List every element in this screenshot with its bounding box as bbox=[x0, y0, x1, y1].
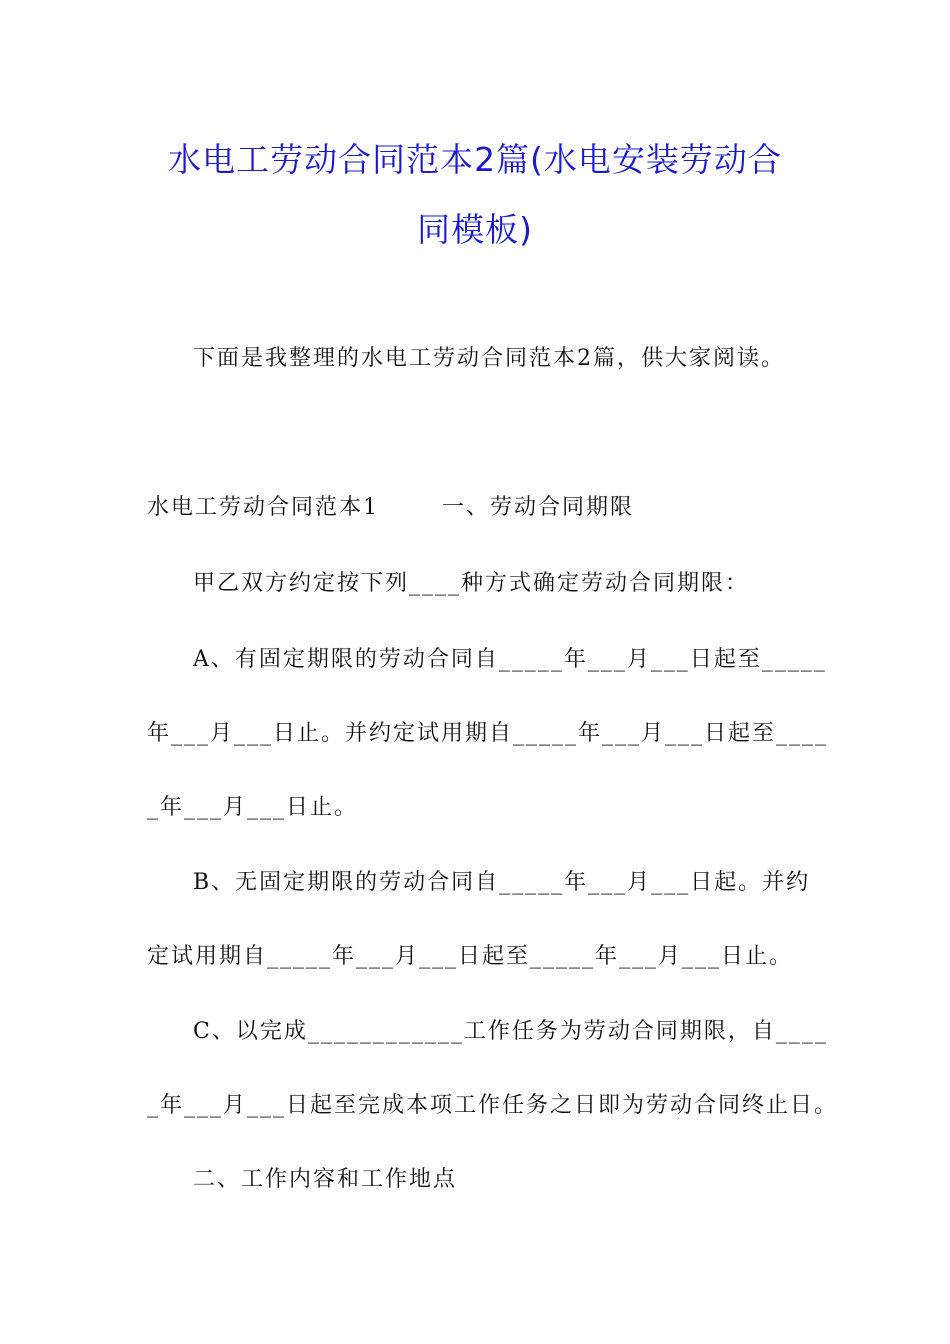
paragraph-option-c-line-1: C、以完成____________工作任务为劳动合同期限，自____ bbox=[193, 1019, 828, 1044]
paragraph-option-a-line-3: _年___月___日止。 bbox=[147, 795, 359, 820]
paragraph-option-a-line-1: A、有固定期限的劳动合同自_____年___月___日起至_____ bbox=[193, 647, 827, 672]
paragraph-option-b-line-1: B、无固定期限的劳动合同自_____年___月___日起。并约 bbox=[193, 870, 811, 895]
section-heading-contract-term: 水电工劳动合同范本1 一、劳动合同期限 bbox=[147, 495, 634, 520]
section-heading-work-content: 二、工作内容和工作地点 bbox=[193, 1167, 458, 1192]
intro-paragraph: 下面是我整理的水电工劳动合同范本2篇，供大家阅读。 bbox=[193, 346, 785, 371]
document-title-line-1: 水电工劳动合同范本2篇(水电安装劳动合 bbox=[168, 140, 782, 179]
document-title-line-2: 同模板) bbox=[417, 210, 533, 249]
paragraph-term-method: 甲乙双方约定按下列____种方式确定劳动合同期限： bbox=[193, 571, 750, 596]
paragraph-option-b-line-2: 定试用期自_____年___月___日起至_____年___月___日止。 bbox=[147, 944, 794, 969]
paragraph-option-c-line-2: _年___月___日起至完成本项工作任务之日即为劳动合同终止日。 bbox=[147, 1093, 839, 1118]
paragraph-option-a-line-2: 年___月___日止。并约定试用期自_____年___月___日起至____ bbox=[147, 721, 829, 746]
